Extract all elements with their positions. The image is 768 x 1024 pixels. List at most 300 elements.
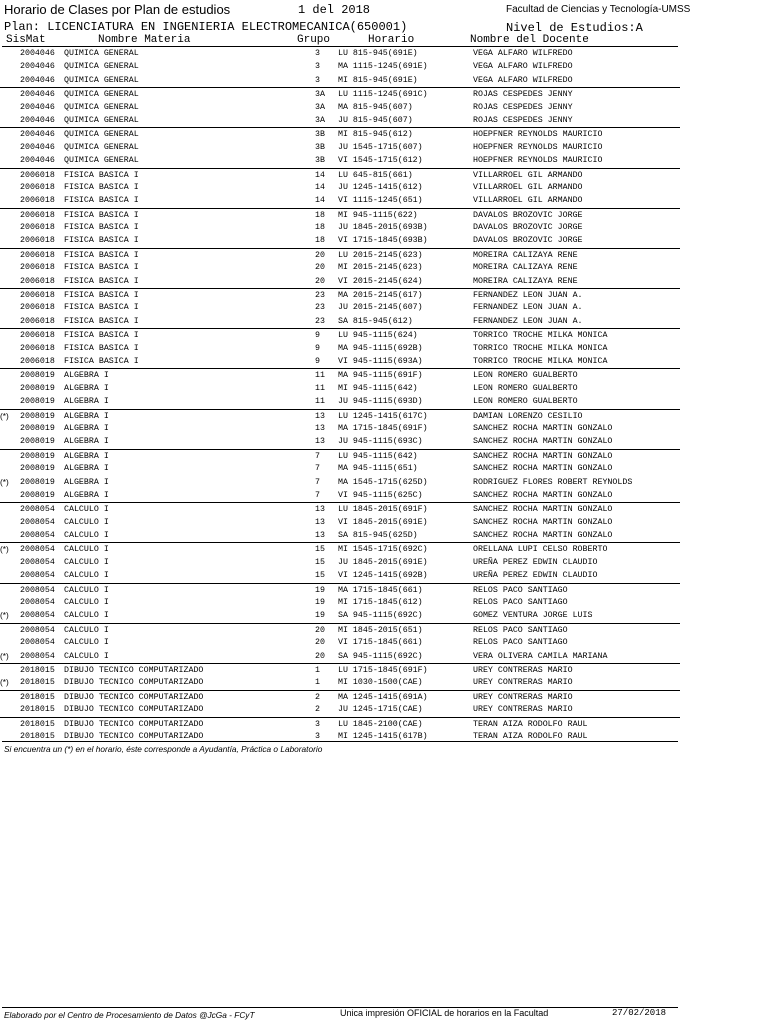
row-teacher: UREY CONTRERAS MARIO xyxy=(473,665,573,675)
row-subject: ALGEBRA I xyxy=(64,451,109,461)
row-code: 2006018 xyxy=(20,196,55,206)
schedule-table xyxy=(0,47,680,743)
row-teacher: VILLARROEL GIL ARMANDO xyxy=(473,182,583,192)
row-subject: FISICA BASICA I xyxy=(64,356,139,366)
row-group: 20 xyxy=(315,625,325,635)
row-code: 2008054 xyxy=(20,517,55,527)
row-subject: QUIMICA GENERAL xyxy=(64,142,139,152)
row-subject: FISICA BASICA I xyxy=(64,331,139,341)
row-subject: DIBUJO TECNICO COMPUTARIZADO xyxy=(64,719,204,729)
row-group: 14 xyxy=(315,196,325,206)
row-schedule: MI 1030-1500(CAE) xyxy=(338,678,423,688)
row-subject: FISICA BASICA I xyxy=(64,236,139,246)
footnote: Si encuentra un (*) en el horario, éste corresponde a Ayudantía, Práctica o Laboratorio xyxy=(4,744,323,754)
row-subject: ALGEBRA I xyxy=(64,490,109,500)
row-schedule: MA 945-1115(691F) xyxy=(338,371,423,381)
table-row xyxy=(0,476,680,489)
table-row xyxy=(0,355,680,368)
row-group: 20 xyxy=(315,638,325,648)
row-code: 2008054 xyxy=(20,545,55,555)
row-teacher: HOEPFNER REYNOLDS MAURICIO xyxy=(473,130,603,140)
row-schedule: LU 815-945(691E) xyxy=(338,49,418,58)
row-subject: ALGEBRA I xyxy=(64,411,109,421)
row-code: 2008019 xyxy=(20,477,55,487)
row-group: 7 xyxy=(315,451,320,461)
row-schedule: VI 2015-2145(624) xyxy=(338,276,423,286)
row-group: 15 xyxy=(315,571,325,581)
row-group: 19 xyxy=(315,585,325,595)
row-code: 2006018 xyxy=(20,343,55,353)
row-teacher: FERNANDEZ LEON JUAN A. xyxy=(473,291,583,301)
row-schedule: MI 1245-1415(617B) xyxy=(338,731,428,741)
row-schedule: VI 945-1115(693A) xyxy=(338,356,423,366)
row-subject: FISICA BASICA I xyxy=(64,210,139,220)
row-teacher: SANCHEZ ROCHA MARTIN GONZALO xyxy=(473,437,613,447)
row-group: 1 xyxy=(315,665,320,675)
row-code: 2006018 xyxy=(20,331,55,341)
row-group: 20 xyxy=(315,263,325,273)
row-schedule: JU 945-1115(693C) xyxy=(338,437,423,447)
row-schedule: MA 945-1115(692B) xyxy=(338,343,423,353)
row-group: 9 xyxy=(315,356,320,366)
row-subject: CALCULO I xyxy=(64,545,109,555)
row-mark: (*) xyxy=(0,610,9,621)
row-code: 2018015 xyxy=(20,678,55,688)
row-schedule: JU 1845-2015(691E) xyxy=(338,557,428,567)
row-subject: CALCULO I xyxy=(64,585,109,595)
row-group: 18 xyxy=(315,236,325,246)
row-schedule: MA 1115-1245(691E) xyxy=(338,62,428,72)
row-schedule: LU 1845-2100(CAE) xyxy=(338,719,423,729)
row-mark: (*) xyxy=(0,544,9,555)
row-group: 2 xyxy=(315,692,320,702)
row-code: 2006018 xyxy=(20,276,55,286)
row-group: 7 xyxy=(315,477,320,487)
row-teacher: RELOS PACO SANTIAGO xyxy=(473,585,568,595)
row-schedule: VI 1545-1715(612) xyxy=(338,156,423,166)
row-group: 3 xyxy=(315,75,320,85)
row-group: 13 xyxy=(315,423,325,433)
row-teacher: RELOS PACO SANTIAGO xyxy=(473,598,568,608)
row-group: 1 xyxy=(315,678,320,688)
row-subject: QUIMICA GENERAL xyxy=(64,102,139,112)
row-teacher: LEON ROMERO GUALBERTO xyxy=(473,397,578,407)
row-teacher: VEGA ALFARO WILFREDO xyxy=(473,62,573,72)
row-schedule: JU 1545-1715(607) xyxy=(338,142,423,152)
row-subject: ALGEBRA I xyxy=(64,437,109,447)
row-group: 20 xyxy=(315,276,325,286)
row-schedule: VI 1245-1415(692B) xyxy=(338,571,428,581)
row-teacher: TORRICO TROCHE MILKA MONICA xyxy=(473,356,608,366)
row-teacher: UREY CONTRERAS MARIO xyxy=(473,692,573,702)
row-group: 23 xyxy=(315,316,325,326)
col-schedule-header: Horario xyxy=(368,34,415,46)
row-teacher: HOEPFNER REYNOLDS MAURICIO xyxy=(473,142,603,152)
row-code: 2006018 xyxy=(20,250,55,260)
row-schedule: VI 945-1115(625C) xyxy=(338,490,423,500)
row-group: 11 xyxy=(315,397,325,407)
row-code: 2018015 xyxy=(20,719,55,729)
row-subject: FISICA BASICA I xyxy=(64,291,139,301)
row-teacher: DAVALOS BROZOVIC JORGE xyxy=(473,236,583,246)
plan-label: Plan: LICENCIATURA EN INGENIERIA ELECTROMECANICA(650001) xyxy=(4,20,408,34)
row-schedule: SA 815-945(612) xyxy=(338,316,413,326)
table-row xyxy=(0,663,680,676)
row-code: 2004046 xyxy=(20,102,55,112)
row-group: 20 xyxy=(315,651,325,661)
table-row xyxy=(0,101,680,114)
row-schedule: LU 1845-2015(691F) xyxy=(338,505,428,515)
row-teacher: UREÑA PEREZ EDWIN CLAUDIO xyxy=(473,571,598,581)
row-subject: ALGEBRA I xyxy=(64,423,109,433)
row-subject: DIBUJO TECNICO COMPUTARIZADO xyxy=(64,665,204,675)
row-code: 2008019 xyxy=(20,423,55,433)
row-group: 2 xyxy=(315,705,320,715)
row-schedule: LU 945-1115(642) xyxy=(338,451,418,461)
row-code: 2006018 xyxy=(20,303,55,313)
row-group: 9 xyxy=(315,343,320,353)
row-teacher: ROJAS CESPEDES JENNY xyxy=(473,102,573,112)
row-group: 23 xyxy=(315,303,325,313)
table-row xyxy=(0,489,680,502)
row-teacher: RODRIGUEZ FLORES ROBERT REYNOLDS xyxy=(473,477,633,487)
table-row xyxy=(0,288,680,301)
row-group: 23 xyxy=(315,291,325,301)
row-teacher: SANCHEZ ROCHA MARTIN GONZALO xyxy=(473,464,613,474)
row-subject: FISICA BASICA I xyxy=(64,182,139,192)
row-schedule: MA 945-1115(651) xyxy=(338,464,418,474)
row-subject: FISICA BASICA I xyxy=(64,223,139,233)
row-subject: CALCULO I xyxy=(64,625,109,635)
row-teacher: TERAN AIZA RODOLFO RAUL xyxy=(473,719,588,729)
row-code: 2008019 xyxy=(20,411,55,421)
row-schedule: MA 1715-1845(661) xyxy=(338,585,423,595)
row-subject: CALCULO I xyxy=(64,598,109,608)
row-code: 2004046 xyxy=(20,75,55,85)
row-teacher: SANCHEZ ROCHA MARTIN GONZALO xyxy=(473,531,613,541)
row-subject: FISICA BASICA I xyxy=(64,316,139,326)
row-code: 2004046 xyxy=(20,115,55,125)
table-row xyxy=(0,516,680,529)
table-row xyxy=(0,141,680,154)
institution-label: Facultad de Ciencias y Tecnología-UMSS xyxy=(506,4,691,15)
row-teacher: DAVALOS BROZOVIC JORGE xyxy=(473,210,583,220)
row-group: 14 xyxy=(315,182,325,192)
row-schedule: MI 2015-2145(623) xyxy=(338,263,423,273)
row-code: 2006018 xyxy=(20,356,55,366)
row-code: 2008054 xyxy=(20,571,55,581)
row-schedule: MA 815-945(607) xyxy=(338,102,413,112)
row-schedule: JU 1845-2015(693B) xyxy=(338,223,428,233)
row-teacher: VEGA ALFARO WILFREDO xyxy=(473,75,573,85)
row-subject: QUIMICA GENERAL xyxy=(64,90,139,100)
table-row xyxy=(0,435,680,448)
row-code: 2006018 xyxy=(20,210,55,220)
row-schedule: MI 1715-1845(612) xyxy=(338,598,423,608)
table-row xyxy=(0,275,680,288)
row-schedule: MI 815-945(612) xyxy=(338,130,413,140)
row-group: 3A xyxy=(315,115,325,125)
row-subject: FISICA BASICA I xyxy=(64,303,139,313)
row-teacher: VILLARROEL GIL ARMANDO xyxy=(473,170,583,180)
row-schedule: LU 1245-1415(617C) xyxy=(338,411,428,421)
table-row xyxy=(0,261,680,274)
row-subject: DIBUJO TECNICO COMPUTARIZADO xyxy=(64,692,204,702)
row-code: 2018015 xyxy=(20,731,55,741)
table-end-divider xyxy=(2,741,678,742)
row-mark: (*) xyxy=(0,476,9,487)
table-row xyxy=(0,60,680,73)
row-teacher: MOREIRA CALIZAYA RENE xyxy=(473,276,578,286)
level-label: Nivel de Estudios:A xyxy=(506,21,643,35)
row-mark: (*) xyxy=(0,677,9,688)
row-group: 19 xyxy=(315,611,325,621)
footer-official: Unica impresión OFICIAL de horarios en la Facultad xyxy=(340,1008,549,1018)
row-teacher: MOREIRA CALIZAYA RENE xyxy=(473,263,578,273)
table-row xyxy=(0,47,680,60)
row-teacher: UREÑA PEREZ EDWIN CLAUDIO xyxy=(473,557,598,567)
row-code: 2008019 xyxy=(20,437,55,447)
row-schedule: JU 1245-1415(612) xyxy=(338,182,423,192)
row-subject: CALCULO I xyxy=(64,531,109,541)
row-subject: CALCULO I xyxy=(64,571,109,581)
row-group: 13 xyxy=(315,505,325,515)
row-subject: QUIMICA GENERAL xyxy=(64,62,139,72)
row-group: 3 xyxy=(315,49,320,58)
col-group-header: Grupo xyxy=(297,34,331,46)
row-schedule: SA 815-945(625D) xyxy=(338,531,418,541)
row-teacher: FERNANDEZ LEON JUAN A. xyxy=(473,316,583,326)
row-subject: FISICA BASICA I xyxy=(64,276,139,286)
row-group: 19 xyxy=(315,598,325,608)
row-schedule: MA 1245-1415(691A) xyxy=(338,692,428,702)
table-row xyxy=(0,181,680,194)
period-label: 1 del 2018 xyxy=(298,3,371,17)
footer-date: 27/02/2018 xyxy=(612,1008,667,1018)
row-code: 2006018 xyxy=(20,223,55,233)
row-schedule: MA 2015-2145(617) xyxy=(338,291,423,301)
row-schedule: MA 1715-1845(691F) xyxy=(338,423,428,433)
row-teacher: ROJAS CESPEDES JENNY xyxy=(473,115,573,125)
table-row xyxy=(0,395,680,408)
row-mark: (*) xyxy=(0,410,9,421)
row-teacher: HOEPFNER REYNOLDS MAURICIO xyxy=(473,156,603,166)
report-title: Horario de Clases por Plan de estudios xyxy=(4,2,231,17)
row-code: 2006018 xyxy=(20,316,55,326)
table-row xyxy=(0,502,680,515)
row-subject: FISICA BASICA I xyxy=(64,196,139,206)
row-code: 2004046 xyxy=(20,156,55,166)
row-code: 2008054 xyxy=(20,625,55,635)
table-row xyxy=(0,690,680,703)
row-code: 2008019 xyxy=(20,451,55,461)
row-subject: ALGEBRA I xyxy=(64,383,109,393)
row-code: 2008054 xyxy=(20,651,55,661)
row-code: 2008019 xyxy=(20,464,55,474)
row-schedule: LU 645-815(661) xyxy=(338,170,413,180)
col-subject-header: Nombre Materia xyxy=(98,34,191,46)
row-teacher: VILLARROEL GIL ARMANDO xyxy=(473,196,583,206)
row-code: 2004046 xyxy=(20,49,55,58)
table-row xyxy=(0,596,680,609)
row-subject: CALCULO I xyxy=(64,517,109,527)
row-code: 2004046 xyxy=(20,130,55,140)
row-group: 3A xyxy=(315,102,325,112)
row-code: 2008019 xyxy=(20,397,55,407)
row-schedule: JU 2015-2145(607) xyxy=(338,303,423,313)
table-row xyxy=(0,301,680,314)
row-code: 2008054 xyxy=(20,598,55,608)
row-group: 3A xyxy=(315,90,325,100)
table-row xyxy=(0,248,680,261)
row-schedule: JU 815-945(607) xyxy=(338,115,413,125)
row-teacher: VERA OLIVERA CAMILA MARIANA xyxy=(473,651,608,661)
table-row xyxy=(0,328,680,341)
row-code: 2018015 xyxy=(20,665,55,675)
row-schedule: SA 945-1115(692C) xyxy=(338,651,423,661)
row-schedule: MI 1845-2015(651) xyxy=(338,625,423,635)
table-row xyxy=(0,342,680,355)
row-group: 13 xyxy=(315,411,325,421)
row-subject: FISICA BASICA I xyxy=(64,263,139,273)
row-code: 2008054 xyxy=(20,531,55,541)
row-subject: CALCULO I xyxy=(64,505,109,515)
row-subject: ALGEBRA I xyxy=(64,397,109,407)
row-subject: ALGEBRA I xyxy=(64,477,109,487)
row-group: 14 xyxy=(315,170,325,180)
table-row xyxy=(0,87,680,100)
row-schedule: JU 1245-1715(CAE) xyxy=(338,705,423,715)
row-schedule: MI 1545-1715(692C) xyxy=(338,545,428,555)
row-teacher: ORELLANA LUPI CELSO ROBERTO xyxy=(473,545,608,555)
table-row xyxy=(0,703,680,716)
footer-credit: Elaborado por el Centro de Procesamiento de Datos @JcGa - FCyT xyxy=(4,1010,255,1020)
row-group: 3B xyxy=(315,142,325,152)
row-subject: CALCULO I xyxy=(64,611,109,621)
row-schedule: MA 1545-1715(625D) xyxy=(338,477,428,487)
table-row xyxy=(0,208,680,221)
row-code: 2008019 xyxy=(20,490,55,500)
row-teacher: SANCHEZ ROCHA MARTIN GONZALO xyxy=(473,505,613,515)
row-group: 3B xyxy=(315,156,325,166)
row-group: 13 xyxy=(315,437,325,447)
table-row xyxy=(0,382,680,395)
row-group: 18 xyxy=(315,210,325,220)
row-subject: QUIMICA GENERAL xyxy=(64,49,139,58)
table-row xyxy=(0,168,680,181)
row-teacher: RELOS PACO SANTIAGO xyxy=(473,625,568,635)
col-code-header: SisMat xyxy=(6,34,46,46)
table-row xyxy=(0,676,680,689)
row-schedule: MI 945-1115(622) xyxy=(338,210,418,220)
row-teacher: LEON ROMERO GUALBERTO xyxy=(473,383,578,393)
row-code: 2018015 xyxy=(20,705,55,715)
column-headers xyxy=(0,34,680,46)
table-row xyxy=(0,74,680,87)
table-row xyxy=(0,234,680,247)
row-code: 2008019 xyxy=(20,383,55,393)
row-group: 15 xyxy=(315,557,325,567)
row-teacher: GOMEZ VENTURA JORGE LUIS xyxy=(473,611,593,621)
col-teacher-header: Nombre del Docente xyxy=(470,34,589,46)
row-code: 2004046 xyxy=(20,90,55,100)
row-subject: CALCULO I xyxy=(64,557,109,567)
table-row xyxy=(0,556,680,569)
row-group: 3 xyxy=(315,62,320,72)
row-subject: QUIMICA GENERAL xyxy=(64,75,139,85)
row-code: 2018015 xyxy=(20,692,55,702)
table-row xyxy=(0,542,680,555)
row-schedule: JU 945-1115(693D) xyxy=(338,397,423,407)
row-group: 3B xyxy=(315,130,325,140)
table-row xyxy=(0,650,680,663)
row-schedule: VI 1845-2015(691E) xyxy=(338,517,428,527)
table-row xyxy=(0,569,680,582)
table-row xyxy=(0,583,680,596)
table-row xyxy=(0,154,680,167)
row-teacher: FERNANDEZ LEON JUAN A. xyxy=(473,303,583,313)
row-teacher: DAMIAN LORENZO CESILIO xyxy=(473,411,583,421)
table-row xyxy=(0,717,680,730)
row-group: 13 xyxy=(315,531,325,541)
row-subject: CALCULO I xyxy=(64,638,109,648)
row-group: 13 xyxy=(315,517,325,527)
row-code: 2006018 xyxy=(20,236,55,246)
row-schedule: VI 1115-1245(651) xyxy=(338,196,423,206)
row-schedule: SA 945-1115(692C) xyxy=(338,611,423,621)
row-code: 2006018 xyxy=(20,263,55,273)
row-subject: QUIMICA GENERAL xyxy=(64,130,139,140)
row-subject: CALCULO I xyxy=(64,651,109,661)
row-subject: DIBUJO TECNICO COMPUTARIZADO xyxy=(64,678,204,688)
row-group: 18 xyxy=(315,223,325,233)
row-schedule: MI 945-1115(642) xyxy=(338,383,418,393)
row-subject: DIBUJO TECNICO COMPUTARIZADO xyxy=(64,705,204,715)
row-subject: ALGEBRA I xyxy=(64,464,109,474)
row-group: 3 xyxy=(315,719,320,729)
row-code: 2006018 xyxy=(20,170,55,180)
row-code: 2004046 xyxy=(20,62,55,72)
row-teacher: RELOS PACO SANTIAGO xyxy=(473,638,568,648)
table-row xyxy=(0,462,680,475)
row-code: 2008019 xyxy=(20,371,55,381)
row-code: 2008054 xyxy=(20,638,55,648)
table-row xyxy=(0,127,680,140)
row-code: 2008054 xyxy=(20,505,55,515)
row-teacher: TORRICO TROCHE MILKA MONICA xyxy=(473,343,608,353)
row-teacher: DAVALOS BROZOVIC JORGE xyxy=(473,223,583,233)
row-schedule: LU 2015-2145(623) xyxy=(338,250,423,260)
row-group: 11 xyxy=(315,383,325,393)
row-teacher: UREY CONTRERAS MARIO xyxy=(473,678,573,688)
table-row xyxy=(0,422,680,435)
row-group: 9 xyxy=(315,331,320,341)
row-schedule: VI 1715-1845(661) xyxy=(338,638,423,648)
row-teacher: TORRICO TROCHE MILKA MONICA xyxy=(473,331,608,341)
row-subject: FISICA BASICA I xyxy=(64,170,139,180)
row-schedule: VI 1715-1845(693B) xyxy=(338,236,428,246)
row-teacher: SANCHEZ ROCHA MARTIN GONZALO xyxy=(473,517,613,527)
row-group: 7 xyxy=(315,464,320,474)
row-group: 7 xyxy=(315,490,320,500)
row-code: 2008054 xyxy=(20,611,55,621)
row-subject: FISICA BASICA I xyxy=(64,343,139,353)
row-teacher: MOREIRA CALIZAYA RENE xyxy=(473,250,578,260)
table-row xyxy=(0,114,680,127)
row-code: 2006018 xyxy=(20,291,55,301)
row-teacher: VEGA ALFARO WILFREDO xyxy=(473,49,573,58)
row-subject: QUIMICA GENERAL xyxy=(64,156,139,166)
